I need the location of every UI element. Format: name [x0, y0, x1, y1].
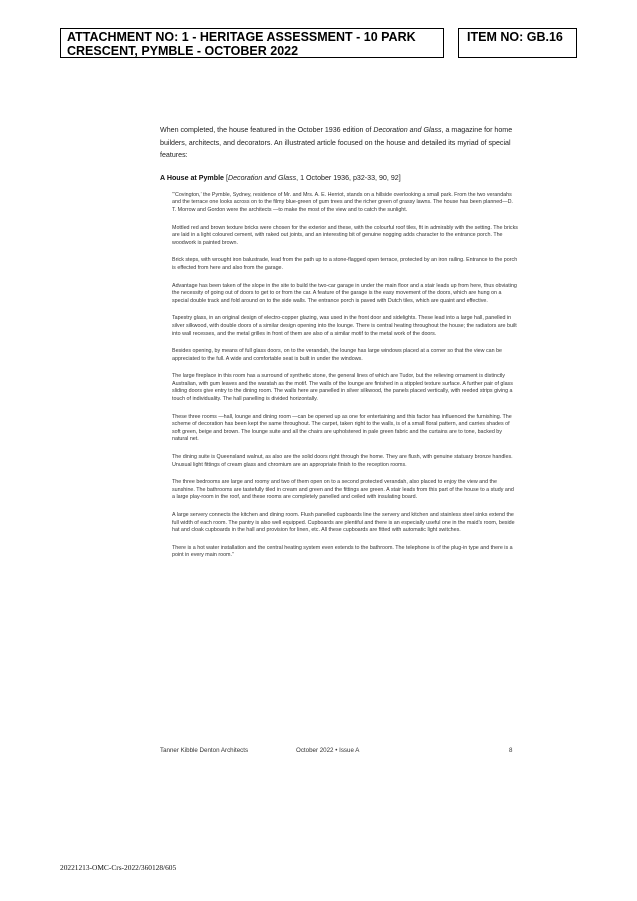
item-number-box [458, 28, 577, 58]
citation-details: , 1 October 1936, p32-33, 90, 92] [296, 173, 401, 182]
intro-text-start: When completed, the house featured in the October 1936 edition of [160, 126, 374, 134]
article-quote [172, 192, 518, 560]
intro-publication: Decoration and Glass [373, 126, 442, 134]
item-number: ITEM NO: GB.16 [467, 30, 563, 44]
quote-paragraph: There is a hot water installation and the central heating system even extends to the bathroom. The telephone is of the plug-in type and there is a point in every main room.” [172, 544, 513, 559]
article-citation [160, 173, 518, 183]
intro-paragraph [160, 124, 518, 162]
quote-paragraph: The large fireplace in this room has a surround of synthetic stone, the general lines of which are Tudor, but the relieving ornament is distinctly Australian, with gum leaves and the waratah as the motif. The walls of the lounge are finished in a stippled texture surface. A further pair of glass sliding doors give entry to the dining room. The walls here are panelled in silver silkwood, the panels placed vertically, with reeded strips giving a touch of individuality. The hall panelling is divided horizontally. [172, 373, 513, 403]
quote-paragraph: Mottled red and brown texture bricks were chosen for the exterior and these, with the colourful roof tiles, fit in admirably with the setting. The bricks are laid in a light coloured cement, with raked out joints, and an interesting bit of genuine nogging adds character to the entrance porch. The woodwork is painted brown. [172, 224, 518, 246]
footer-issue: October 2022 • Issue A [296, 747, 360, 754]
quote-paragraph: Brick steps, with wrought iron balustrade, lead from the path up to a stone-flagged open terrace, protected by an iron railing. Entrance to the porch is effected from here and also from the garage. [172, 257, 518, 271]
quote-paragraph: Besides opening, by means of full glass doors, on to the verandah, the lounge has large windows placed at a corner so that the view can be appreciated to the full. A wide and comfortable seat is built in under the windows. [172, 348, 503, 362]
attachment-title-box [60, 28, 444, 58]
attachment-title: ATTACHMENT NO: 1 - HERITAGE ASSESSMENT - 10 PARK CRESCENT, PYMBLE - OCTOBER 2022 [67, 30, 416, 58]
citation-publication: Decoration and Glass [227, 173, 297, 182]
document-reference: 20221213-OMC-Crs-2022/360128/605 [60, 863, 177, 872]
quote-paragraph: Tapestry glass, in an original design of electro-copper glazing, was used in the front door and sidelights. These lead into a large hall, panelled in silver silkwood, with double doors of a similar design opening into the lounge. There is central heating throughout the house; the radiators are built into wall recesses, and the metal grilles in front of them are also of a similar motif to the metal work of the doors. [172, 315, 517, 337]
quote-paragraph: The dining suite is Queensland walnut, as also are the solid doors right through the home. They are flush, with genuine statuary bronze handles. Unusual light fittings of cream glass and chromium are an appropriate finish to the reception rooms. [172, 454, 513, 468]
article-title: A House at Pymble [160, 173, 224, 182]
quote-paragraph: “‘Covington,’ the Pymble, Sydney, residence of Mr. and Mrs. A. E. Herriot, stands on a hillside overlooking a small park. From the two verandahs and the terrace one looks across on to the filmy blue-green of gum trees and the richer green of grassy lawns. The house has been planned—D. T. Morrow and Gordon were the architects —to make the most of the view and to catch the sunlight. [172, 191, 513, 213]
quote-paragraph: A large servery connects the kitchen and dining room. Flush panelled cupboards line the servery and kitchen and stainless steel sinks extend the full width of each room. The pantry is also well equipped. Cupboards are plentiful and there is an especially useful one in the maid’s room, beside hat and cloak cupboards in the hall and provision for linen, etc. All these cupboards are fitted with automatic light switches. [172, 512, 515, 534]
quote-paragraph: These three rooms —hall, lounge and dining room —can be opened up as one for entertaining and this factor has influenced the furnishing. The scheme of decoration has been kept the same throughout. The carpet, taken right to the walls, is of a small floral pattern, and carries shades of soft green, beige and brown. The lounge suite and all the chairs are upholstered in pale green fabric and the curtains are to tone, backed by natural net. [172, 413, 512, 443]
citation-bracket: [ [224, 173, 228, 182]
page-number: 8 [509, 747, 513, 754]
footer-company: Tanner Kibble Denton Architects [160, 747, 249, 754]
intro-text-end: , a magazine for home builders, architects, and decorators. An illustrated article focused on the house and detailed its myriad of special features: [160, 126, 513, 160]
quote-paragraph: The three bedrooms are large and roomy and two of them open on to a second protected verandah, also placed to enjoy the view and the sunshine. The bathrooms are tastefully tiled in cream and green and the fittings are green. A stair leads from this part of the house to a study and a large play-room in the roof, and these rooms are completely panelled and ceiled with insulating board. [172, 479, 514, 501]
page-content [160, 124, 518, 570]
quote-paragraph: Advantage has been taken of the slope in the site to build the two-car garage in under the main floor and a stair leads up from here, thus obviating the necessity of going out of doors to get to or from the car. A feature of the garage is the easy movement of the doors, which are hung on a special double track and fold around on to the side walls. The entrance porch is paved with Dutch tiles, which are quaint and effective. [172, 282, 517, 304]
